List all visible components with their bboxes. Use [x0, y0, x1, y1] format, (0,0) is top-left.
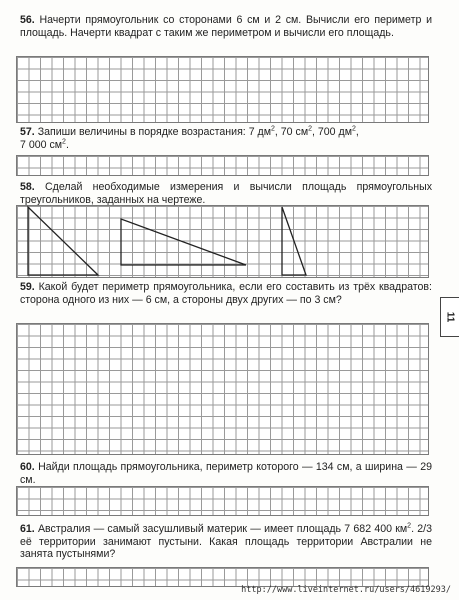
- task-text: Найди площадь прямоугольника, периметр которого — 134 см, а ширина — 29 см.: [20, 461, 432, 486]
- task-number: 59.: [20, 281, 35, 293]
- watermark-url: http://www.liveinternet.ru/users/4619293/: [241, 585, 451, 595]
- task-text-part: .: [65, 138, 69, 151]
- task-text-part: , 700 дм: [312, 126, 352, 138]
- task-number: 57.: [20, 126, 35, 138]
- superscript: 2: [62, 137, 66, 145]
- task-number: 61.: [20, 523, 35, 535]
- task-text-part: 7 000 см: [20, 138, 63, 151]
- task-number: 56.: [20, 14, 35, 26]
- superscript: 2: [308, 125, 313, 133]
- task-text-part: , 70 см: [274, 126, 309, 138]
- task-text-part: Запиши величины в порядке возрастания: 7 дм: [37, 126, 271, 138]
- task-number: 58.: [20, 181, 35, 193]
- task-57: [20, 126, 432, 151]
- page-number-tab: [440, 297, 459, 337]
- task-text-part: Австралия — самый засушливый материк — имеет площадь 7 682 400 км: [37, 523, 408, 535]
- task-56: [20, 14, 432, 39]
- superscript: 2: [352, 125, 356, 133]
- superscript: 2: [407, 522, 412, 530]
- grid-area-56[interactable]: [16, 56, 429, 123]
- task-58: [20, 181, 432, 206]
- task-text: Начерти прямоугольник со сторонами 6 см и 2 см. Вычисли его периметр и площадь. Начерти квадрат с таким же периметром и вычисли его площадь.: [20, 14, 432, 39]
- superscript: 2: [271, 125, 275, 133]
- grid-area-60[interactable]: [16, 486, 429, 516]
- grid-area-61[interactable]: [16, 567, 429, 587]
- triangle-1: [28, 207, 98, 275]
- page-number: 11: [444, 311, 456, 323]
- task-number: 60.: [20, 461, 35, 473]
- task-text: Сделай необходимые измерения и вычисли площадь прямоугольных треугольников, заданных на чертеже.: [20, 181, 432, 206]
- task-text-part: ,: [355, 126, 359, 138]
- task-text: Какой будет периметр прямоугольника, если его составить из трёх квадратов: сторона одного из них — 6 см, а стороны двух других — по 3 см?: [20, 281, 432, 306]
- task-61: [20, 523, 432, 561]
- triangles-drawing: [16, 205, 429, 278]
- grid-area-57[interactable]: [16, 155, 429, 176]
- triangle-2: [121, 219, 246, 265]
- grid-area-59[interactable]: [16, 323, 429, 455]
- task-59: [20, 281, 432, 306]
- task-60: [20, 461, 432, 486]
- triangle-3: [282, 207, 306, 275]
- task-text-part: . 2/3 её территории занимают пустыни. Какая площадь территории Австралии не занята пустынями?: [20, 523, 432, 560]
